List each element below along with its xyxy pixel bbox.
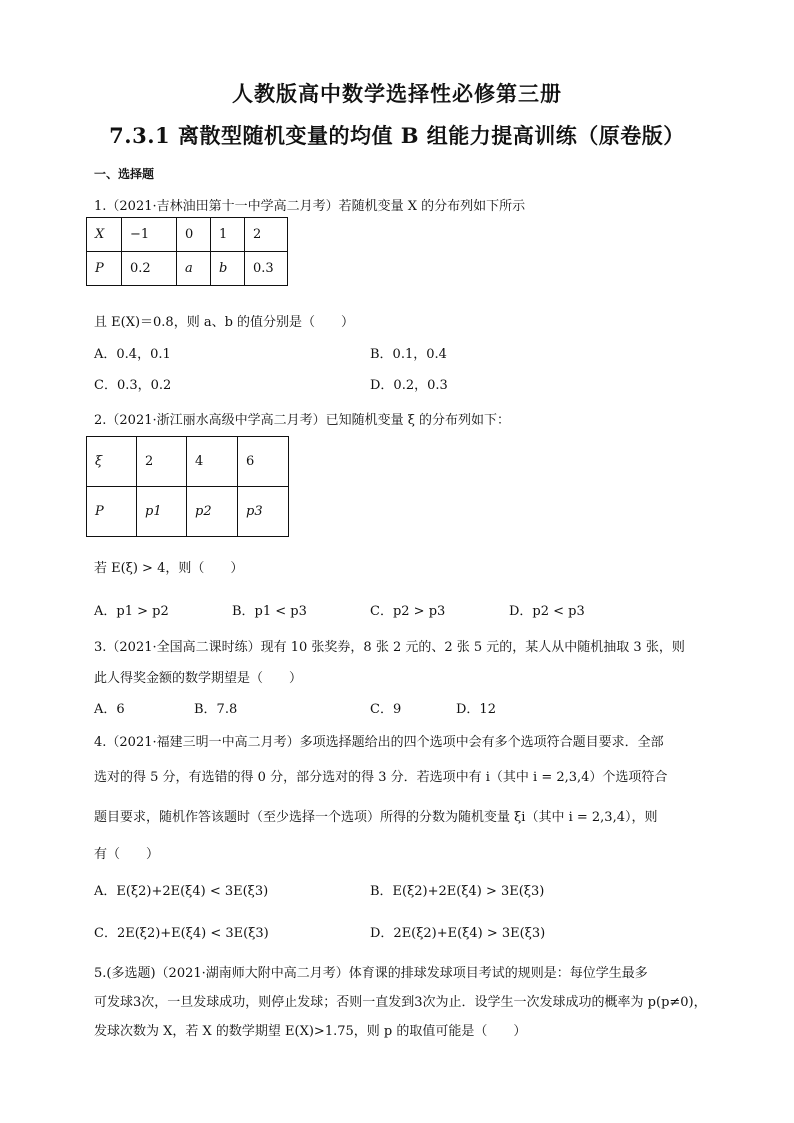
table-cell: p2 [187,487,238,537]
table-cell: −1 [122,218,177,252]
table-row [87,487,289,537]
q2-option-d: D．p2 < p3 [509,604,585,619]
table-cell: 0.2 [122,252,177,286]
table-cell: p3 [238,487,289,537]
q2-option-b: B．p1 < p3 [232,604,307,619]
table-cell: p1 [137,487,187,537]
q4-line-3: 题目要求，随机作答该题时（至少选择一个选项）所得的分数为随机变量 ξi（其中 i = 2,3,4），则 [94,810,658,825]
table-cell: 4 [187,437,238,487]
q3-option-a: A．6 [94,702,125,717]
table-row [87,218,288,252]
q1-stem: 1.（2021·吉林油田第十一中学高二月考）若随机变量 X 的分布列如下所示 [94,199,526,214]
q4-line-4: 有（ ） [94,847,160,862]
table-cell: X [87,218,122,252]
q2-distribution-table [86,436,289,537]
table-cell: b [211,252,245,286]
section-heading: 一、选择题 [94,167,155,181]
q4-option-a: A．E(ξ2)+2E(ξ4) < 3E(ξ3) [94,884,269,899]
table-cell: a [177,252,211,286]
table-cell: 0.3 [245,252,288,286]
q4-option-d: D．2E(ξ2)+E(ξ4) > 3E(ξ3) [370,926,546,941]
table-cell: 2 [245,218,288,252]
q1-option-b: B．0.1，0.4 [370,347,447,362]
q4-line-1: 4.（2021·福建三明一中高二月考）多项选择题给出的四个选项中会有多个选项符合题目要求．全部 [94,735,664,750]
table-cell: P [87,487,137,537]
table-cell: 0 [177,218,211,252]
table-cell: 1 [211,218,245,252]
q3-option-c: C．9 [370,702,402,717]
q3-option-d: D．12 [456,702,496,717]
table-cell: ξ [87,437,137,487]
q2-condition: 若 E(ξ) > 4，则（ ） [94,561,244,576]
document-subtitle: 7.3.1 离散型随机变量的均值 B 组能力提高训练（原卷版） [109,123,685,148]
table-cell: 6 [238,437,289,487]
q3-option-b: B．7.8 [194,702,238,717]
q3-line-1: 3.（2021·全国高二课时练）现有 10 张奖券，8 张 2 元的、2 张 5 元的，某人从中随机抽取 3 张，则 [94,640,685,655]
q1-condition: 且 E(X)＝0.8，则 a、b 的值分别是（ ） [94,315,355,330]
table-row [87,252,288,286]
q5-line-1: 5.(多选题)（2021·湖南师大附中高二月考）体育课的排球发球项目考试的规则是：每位学生最多 [94,966,648,981]
table-cell: P [87,252,122,286]
q1-option-a: A．0.4，0.1 [94,347,171,362]
q2-option-a: A．p1 > p2 [94,604,169,619]
q2-stem: 2.（2021·浙江丽水高级中学高二月考）已知随机变量 ξ 的分布列如下： [94,413,511,428]
q3-line-2: 此人得奖金额的数学期望是（ ） [94,671,303,686]
q1-option-c: C．0.3，0.2 [94,378,172,393]
q4-line-2: 选对的得 5 分，有选错的得 0 分，部分选对的得 3 分．若选项中有 i（其中 i = 2,3,4）个选项符合 [94,770,668,785]
q2-option-c: C．p2 > p3 [370,604,446,619]
q4-option-b: B．E(ξ2)+2E(ξ4) > 3E(ξ3) [370,884,545,899]
table-row [87,437,289,487]
q1-distribution-table [86,217,288,286]
table-cell: 2 [137,437,187,487]
q5-line-3: 发球次数为 X，若 X 的数学期望 E(X)>1.75，则 p 的取值可能是（ ） [94,1024,527,1039]
document-title: 人教版高中数学选择性必修第三册 [232,81,562,106]
q4-option-c: C．2E(ξ2)+E(ξ4) < 3E(ξ3) [94,926,269,941]
q1-option-d: D．0.2，0.3 [370,378,448,393]
q5-line-2: 可发球3次，一旦发球成功，则停止发球；否则一直发到3次为止．设学生一次发球成功的概率为 p(p≠0)， [94,995,707,1010]
